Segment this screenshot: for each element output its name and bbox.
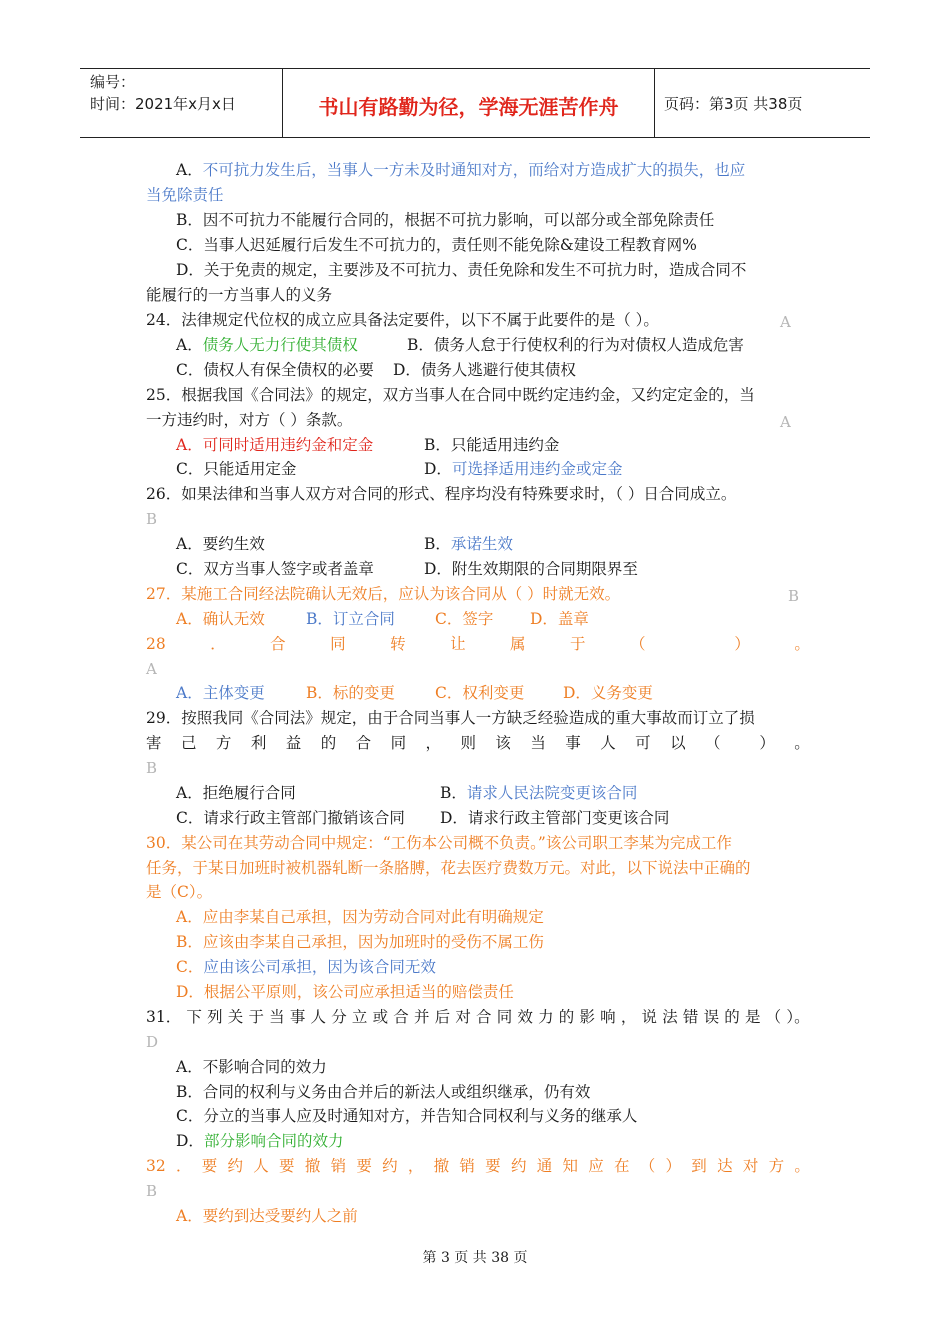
answer-key: A: [780, 413, 791, 431]
code-label: 编号：: [90, 73, 136, 91]
question-24: 24．法律规定代位权的成立应具备法定要件，以下不属于此要件的是（ ）。: [146, 311, 659, 329]
answer-key: B: [146, 1182, 158, 1200]
option-line: D．根据公平原则，该公司应承担适当的赔偿责任: [176, 983, 514, 1001]
header-divider: [654, 69, 655, 137]
question-28: 28 ． 合 同 转 让 属 于 （ ） 。: [146, 635, 810, 653]
question-31: 31． 下 列 关 于 当 事 人 分 立 或 合 并 后 对 合 同 效 力 的 影 响 ， 说 法 错 误 的 是 （ ）。: [146, 1008, 810, 1026]
option-line: C．签字: [435, 610, 494, 628]
option-line: B．债务人怠于行使权利的行为对债权人造成危害: [407, 336, 744, 354]
option-line: D．盖章: [530, 610, 589, 628]
option-line: A．可同时适用违约金和定金: [176, 436, 374, 454]
question-27: 27．某施工合同经法院确认无效后，应认为该合同从（ ）时就无效。: [146, 585, 621, 603]
page-footer: 第 3 页 共 38 页: [422, 1250, 528, 1266]
option-line: A．要约生效: [176, 535, 265, 553]
option-line: C．双方当事人签字或者盖章: [176, 560, 374, 578]
question-30: 30．某公司在其劳动合同中规定：“工伤本公司概不负责。”该公司职工李某为完成工作: [146, 834, 732, 852]
header-motto: 书山有路勤为径，学海无涯苦作舟: [318, 95, 619, 119]
answer-key: B: [788, 587, 800, 605]
question-29: 29．按照我同《合同法》规定，由于合同当事人一方缺乏经验造成的重大事故而订立了损: [146, 709, 755, 727]
option-line: A．主体变更: [176, 684, 265, 702]
option-line: B．订立合同: [306, 610, 395, 628]
option-line: B．合同的权利与义务由合并后的新法人或组织继承，仍有效: [176, 1083, 591, 1101]
answer-key: B: [146, 510, 158, 528]
option-line: A．应由李某自己承担，因为劳动合同对此有明确规定: [176, 908, 544, 926]
question-26: 26．如果法律和当事人双方对合同的形式、程序均没有特殊要求时，（ ）日合同成立。: [146, 485, 737, 503]
header-page-info: 页码：第3页 共38页: [664, 95, 803, 113]
option-line: A．不可抗力发生后，当事人一方未及时通知对方，而给对方造成扩大的损失，也应: [176, 161, 746, 179]
answer-key: A: [780, 313, 791, 331]
question-25: 25．根据我国《合同法》的规定，双方当事人在合同中既约定违约金，又约定定金的，当: [146, 386, 755, 404]
option-line: C．债权人有保全债权的必要: [176, 361, 374, 379]
option-line: 能履行的一方当事人的义务: [146, 286, 333, 304]
option-line: B．请求人民法院变更该合同: [440, 784, 638, 802]
answer-key: B: [146, 759, 158, 777]
question-30-cont: 是（C）。: [146, 883, 213, 901]
option-line: 当免除责任: [146, 186, 224, 204]
option-line: D．可选择适用违约金或定金: [424, 460, 623, 478]
option-line: C．只能适用定金: [176, 460, 297, 478]
option-line: D．义务变更: [563, 684, 653, 702]
option-line: B．只能适用违约金: [424, 436, 560, 454]
option-line: B．因不可抗力不能履行合同的，根据不可抗力影响，可以部分或全部免除责任: [176, 211, 715, 229]
option-line: D．附生效期限的合同期限界至: [424, 560, 638, 578]
option-line: D．部分影响合同的效力: [176, 1132, 344, 1150]
option-line: C．当事人迟延履行后发生不可抗力的，责任则不能免除&建设工程教育网%: [176, 236, 697, 254]
option-line: B．应该由李某自己承担，因为加班时的受伤不属工伤: [176, 933, 544, 951]
option-line: C．权利变更: [435, 684, 525, 702]
option-line: D．请求行政主管部门变更该合同: [440, 809, 670, 827]
header-meta: [90, 71, 280, 115]
option-line: A．不影响合同的效力: [176, 1058, 327, 1076]
question-29-cont: 害 己 方 利 益 的 合 同 ， 则 该 当 事 人 可 以 （ ） 。: [146, 734, 810, 752]
answer-key: D: [146, 1033, 159, 1051]
question-25-cont: 一方违约时，对方（ ）条款。: [146, 411, 353, 429]
answer-key: A: [146, 660, 157, 678]
option-line: B．承诺生效: [424, 535, 513, 553]
option-line: C．请求行政主管部门撤销该合同: [176, 809, 405, 827]
option-line: A．债务人无力行使其债权: [176, 336, 358, 354]
question-30-cont: 任务，于某日加班时被机器轧断一条胳膊，花去医疗费数万元。对此，以下说法中正确的: [146, 859, 751, 877]
option-line: C．分立的当事人应及时通知对方，并告知合同权利与义务的继承人: [176, 1107, 638, 1125]
option-line: D．债务人逃避行使其债权: [393, 361, 576, 379]
option-line: D．关于免责的规定，主要涉及不可抗力、责任免除和发生不可抗力时，造成合同不: [176, 261, 747, 279]
option-line: C．应由该公司承担，因为该合同无效: [176, 958, 436, 976]
page-header: [80, 68, 870, 138]
option-line: A．要约到达受要约人之前: [176, 1207, 358, 1225]
question-32: 32 ． 要 约 人 要 撤 销 要 约 ， 撤 销 要 约 通 知 应 在 （ ） 到 达 对 方 。: [146, 1157, 810, 1175]
option-line: A．拒绝履行合同: [176, 784, 296, 802]
option-line: A．确认无效: [176, 610, 265, 628]
option-line: B．标的变更: [306, 684, 395, 702]
time-label: 时间：2021年x月x日: [90, 95, 236, 113]
